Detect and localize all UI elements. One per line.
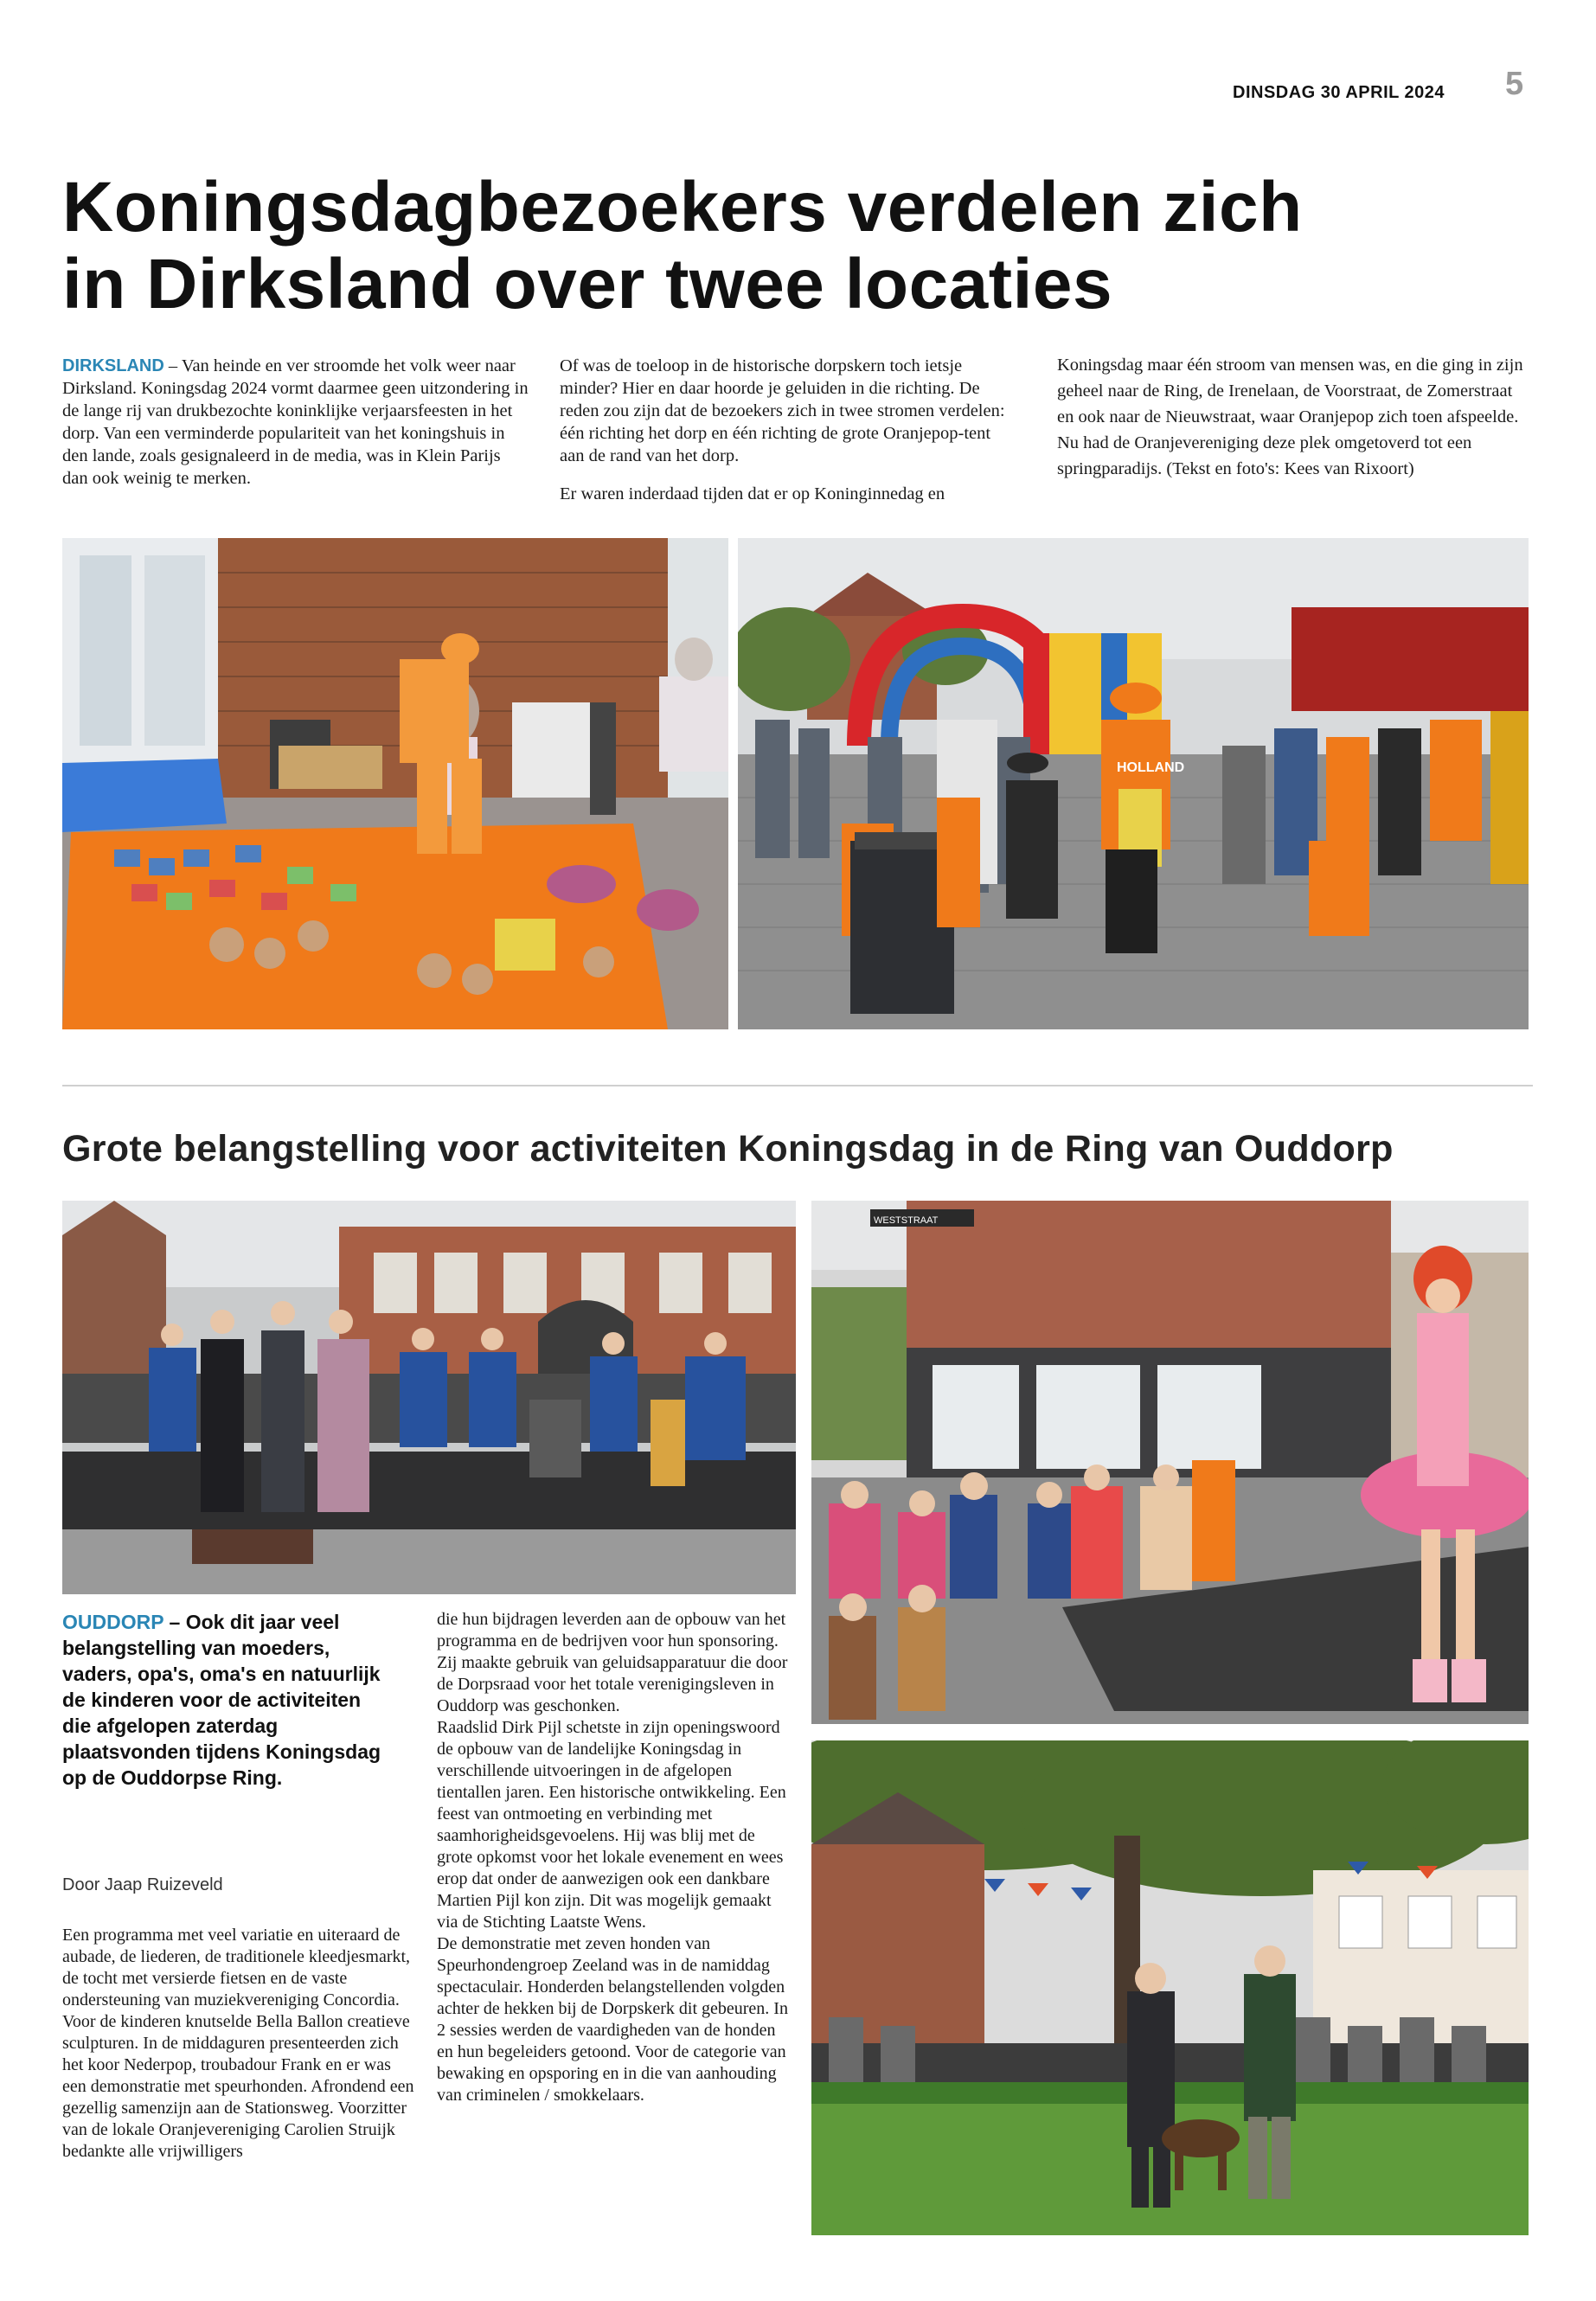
article2-headline: Grote belangstelling voor activiteiten Koningsdag in de Ring van Ouddorp (62, 1128, 1394, 1170)
article2-intro-text: – Ook dit jaar veel belangstelling van moeders, vaders, opa's, oma's en natuurlijk de kinderen voor de activiteiten die afgelopen zaterdag plaatsvonden tijdens Koningsdag op de Ouddorpse Ring. (62, 1611, 381, 1789)
dateline-location: OUDDORP (62, 1611, 164, 1633)
photo-kleedjesmarkt (62, 538, 728, 1029)
article1-column-2 (560, 355, 1010, 521)
article2-paragraph: Raadslid Dirk Pijl schetste in zijn openingswoord de opbouw van de landelijke Koningsdag in verschillende uitvoeringen in de afgelopen tientallen jaren. Een historische ontwikkeling. Een feest van ontmoeting en verbinding met saamhorigheidsgevoelens. Hij was blij met de grote opkomst voor het lokale evenement en wees erop dat onder de aanwezigen ook een dankbare Martien Pijl kon zijn. Dit was mogelijk gemaakt via de Stichting Laatste Wens. (437, 1718, 786, 1932)
article1-paragraph: Koningsdag maar één stroom van mensen was, en die ging in zijn geheel naar de Ring, de Irenelaan, de Voorstraat, de Zomerstraat en ook naar de Nieuwstraat, waar Oranjepop zich toen afspeelde. Nu had de Oranjevereniging deze plek omgetoverd tot een springparadijs. (Tekst en foto's: Kees van Rixoort) (1057, 356, 1523, 478)
article2-paragraph: De demonstratie met zeven honden van Speurhondengroep Zeeland was in de namiddag spectaculair. Honderden belangstellenden volgden achter de hekken bij de Dorpskerk dit gebeuren. In 2 sessies werden de vaardigheden van de honden en hun begeleiders getoond. Voor de categorie van bewaking en opsporing en in die van aanhouding van criminelen / smokkelaars. (437, 1934, 788, 2105)
article2-paragraph: Een programma met veel variatie en uiteraard de aubade, de liederen, de traditionele kleedjesmarkt, de tocht met versierde fietsen en de vaste ondersteuning van muziekvereniging Concordia. Voor de kinderen knutselde Bella Ballon creatieve sculpturen. In de middaguren presenteerden zich het koor Nederpop, troubadour Frank en er was een demonstratie met speurhonden. Afrondend een gezellig samenzijn aan de Stationsweg. Voorzitter van de lokale Oranjevereniging Carolien Struijk bedankte alle vrijwilligers (62, 1926, 414, 2161)
photo-speurhonden (811, 1740, 1529, 2235)
article2-intro (62, 1609, 391, 1791)
section-divider (62, 1085, 1533, 1086)
street-sign: WESTSTRAAT (874, 1215, 939, 1226)
byline: Door Jaap Ruizeveld (62, 1875, 223, 1894)
issue-date: DINSDAG 30 APRIL 2024 (1233, 83, 1445, 102)
article2-column-2 (437, 1609, 792, 2106)
photo-springparadijs (738, 538, 1529, 1029)
article1-text: – Van heinde en ver stroomde het volk weer naar Dirksland. Koningsdag 2024 vormt daarmee geen uitzondering in de lange rij van drukbezochte koninklijke verjaarsfeesten in het dorp. Van een verminderde populariteit van het koningshuis in den lande, zoals gesignaleerd in de media, was in Klein Parijs dan ook weinig te merken. (62, 356, 529, 488)
photo-kinderen-optreden (811, 1201, 1529, 1724)
article2-paragraph: die hun bijdragen leverden aan de opbouw van het programma en de bedrijven voor hun sponsoring. Zij maakte gebruik van geluidsapparatuur die door de Dorpsraad voor het totale verenigingsleven in Ouddorp was geschonken. (437, 1610, 788, 1715)
headline-line-2: in Dirksland over twee locaties (62, 245, 1113, 324)
page-number: 5 (1505, 66, 1524, 102)
article2-column-1 (62, 1925, 417, 2178)
article1-headline (62, 169, 1533, 323)
shirt-print: HOLLAND (1117, 760, 1185, 775)
article1-paragraph: Er waren inderdaad tijden dat er op Koninginnedag en (560, 484, 945, 503)
headline-line-1: Koningsdagbezoekers verdelen zich (62, 168, 1303, 247)
article1-column-3 (1057, 352, 1529, 497)
article1-column-1 (62, 355, 529, 505)
article1-paragraph: Of was de toeloop in de historische dorpskern toch ietsje minder? Hier en daar hoorde je geluiden in die richting. De reden zou zijn dat de bezoekers zich in twee stromen verdelen: één richting het dorp en één richting de grote Oranjepop-tent aan de rand van het dorp. (560, 356, 1005, 465)
dateline-location: DIRKSLAND (62, 356, 164, 375)
photo-podium-concordia (62, 1201, 796, 1594)
